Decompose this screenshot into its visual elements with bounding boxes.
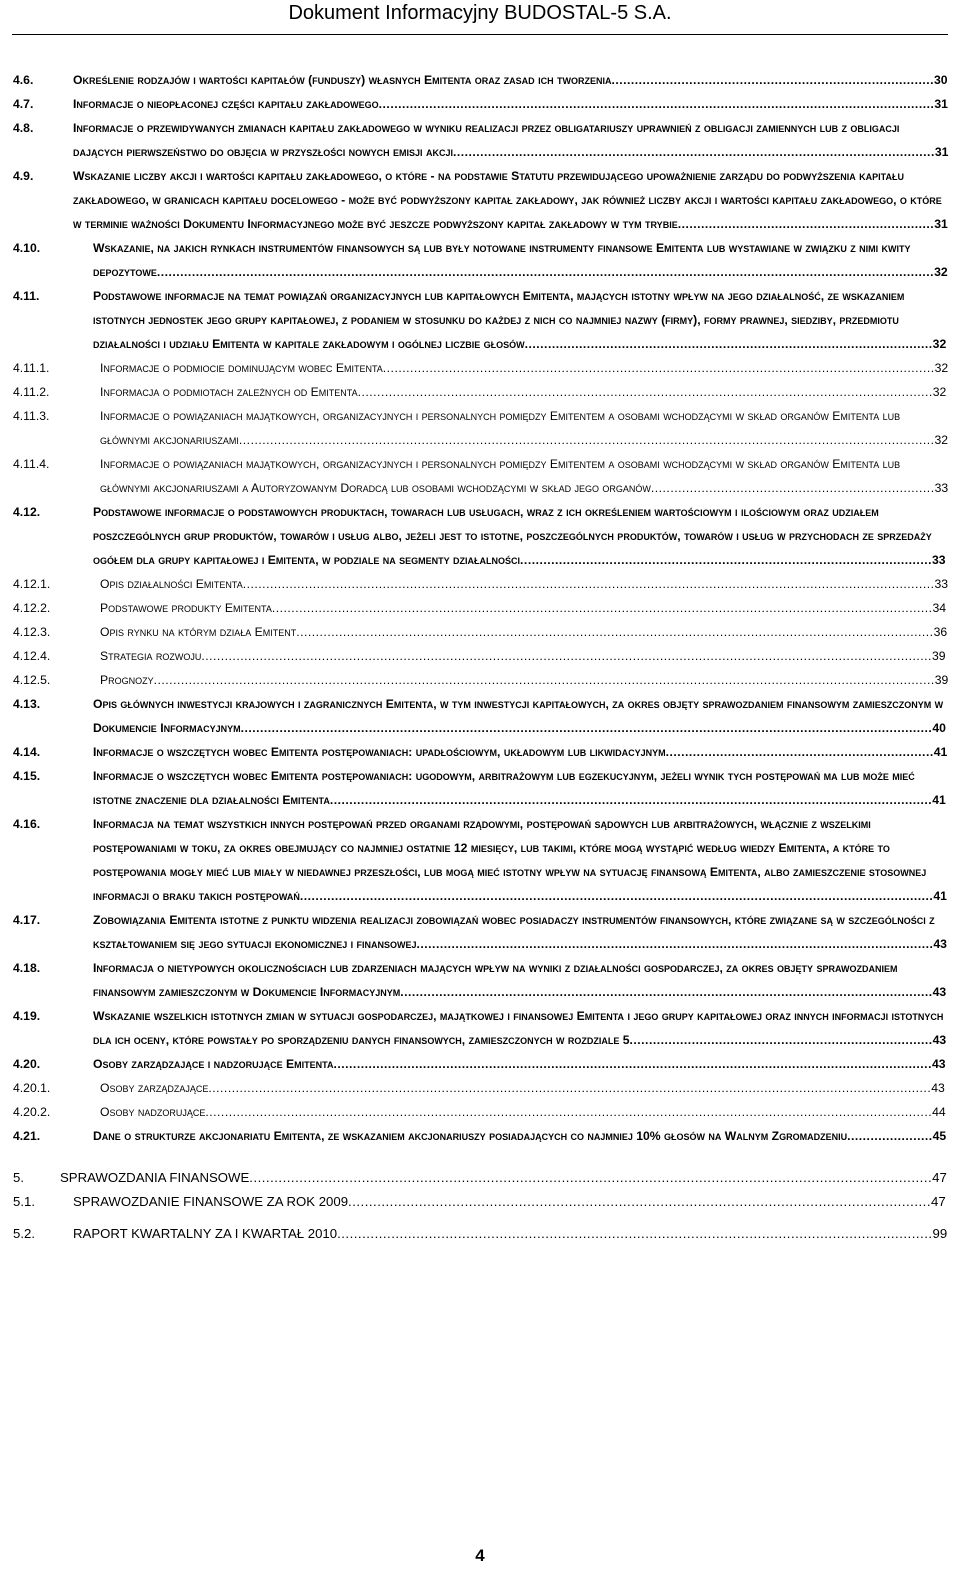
toc-entry[interactable] xyxy=(13,1222,949,1246)
toc-entry-title: SPRAWOZDANIE FINANSOWE ZA ROK 2009 xyxy=(73,1194,349,1209)
toc-dot-leader: .................................................................................................................................................................... xyxy=(249,1170,933,1185)
toc-entry[interactable] xyxy=(13,572,949,596)
toc-entry-page: 99 xyxy=(932,1226,948,1241)
toc-entry-title: Podstawowe produkty Emitenta xyxy=(100,601,272,615)
toc-entry-title: Informacje o podmiocie dominującym wobec Emitenta xyxy=(100,361,383,375)
toc-entry-title: Opis rynku na którym działa Emitent xyxy=(100,625,297,639)
toc-entry-number: 4.12.5. xyxy=(13,673,51,687)
toc-entry-number: 4.19. xyxy=(13,1009,41,1023)
toc-entry[interactable] xyxy=(13,236,949,284)
toc-entry[interactable] xyxy=(13,740,949,764)
toc-entry-title: RAPORT KWARTALNY ZA I KWARTAŁ 2010 xyxy=(73,1226,338,1241)
toc-dot-leader: ................................................................................................................................................................... xyxy=(299,889,934,903)
toc-entry-title: Wskazanie, na jakich rynkach instrumentów finansowych są lub były notowane instrumenty finansowe Emitenta lub wystawiane w związku z nimi kwity depozytowe xyxy=(93,241,911,279)
toc-entry[interactable] xyxy=(13,908,949,956)
toc-dot-leader: ......................................................................... xyxy=(650,481,935,495)
toc-entry-page: 44 xyxy=(932,1105,946,1119)
toc-entry-page: 39 xyxy=(931,649,946,663)
toc-entry[interactable] xyxy=(13,692,949,740)
toc-entry[interactable] xyxy=(13,1076,949,1100)
toc-entry-number: 4.20.2. xyxy=(13,1105,51,1119)
toc-entry-page: 45 xyxy=(932,1129,947,1143)
toc-entry[interactable] xyxy=(13,164,949,236)
toc-entry[interactable] xyxy=(13,68,949,92)
toc-entry-page: 40 xyxy=(932,721,946,735)
toc-entry-title: Osoby zarządzające i nadzorujące Emitenta xyxy=(93,1057,334,1071)
toc-entry-number: 4.11.2. xyxy=(13,385,50,399)
toc-dot-leader: ........................................................................................................................................................................................................ xyxy=(156,265,935,279)
toc-dot-leader: ............................................................................................................................ xyxy=(452,145,935,159)
table-of-contents xyxy=(13,68,949,1246)
toc-entry-number: 4.9. xyxy=(13,169,34,183)
toc-entry-page: 47 xyxy=(932,1170,947,1185)
toc-entry-title: Informacje o wszczętych wobec Emitenta postępowaniach: ugodowym, arbitrażowym lub egzekucyjnym, jeżeli wynik tych postępowań ma lub może mieć istotne znaczenie dla działalności Emitenta xyxy=(93,769,915,807)
toc-entry-title: Zobowiązania Emitenta istotne z punktu widzenia realizacji zobowiązań wobec posiadaczy instrumentów finansowych, które związane są w szczególności z kształtowaniem się jego sytuacji ekonomicznej i finansowej xyxy=(93,913,935,951)
toc-entry-page: 32 xyxy=(934,265,948,279)
toc-entry-page: 36 xyxy=(933,625,948,639)
toc-entry-number: 5. xyxy=(13,1170,24,1185)
toc-dot-leader: ......................................................................................................... xyxy=(524,337,933,351)
toc-entry-title: Prognozy xyxy=(100,673,154,687)
toc-dot-leader: .............................................................................................................................................. xyxy=(382,361,935,375)
toc-entry-title: Informacja na temat wszystkich innych postępowań przed organami rządowymi, postępowań sądowych lub arbitrażowych, włącznie z wszelkimi postępowaniami w toku, za okres obejmujący co najmniej ostatnie 12 miesięcy, lub takimi, które mogą wystąpić według wiedzy Emitenta, a które to postępowania mogły mieć lub miały w niedawnej przeszłości, lub mogą mieć istotny wpływ na sytuację finansową Emitenta, albo zamieszczenie stosownej informacji o braku takich postępowań xyxy=(93,817,927,903)
toc-entry[interactable] xyxy=(13,404,949,452)
toc-entry-number: 4.11. xyxy=(13,289,40,303)
toc-dot-leader: ........................................................................................................................................................................................... xyxy=(205,1105,933,1119)
toc-dot-leader: ................................................................................................................................................................................... xyxy=(238,433,935,447)
toc-entry-number: 4.12. xyxy=(13,505,41,519)
toc-entry-number: 4.6. xyxy=(13,73,34,87)
toc-entry-number: 5.1. xyxy=(13,1194,35,1209)
toc-entry-title: Informacje o przewidywanych zmianach kapitału zakładowego w wyniku realizacji przez obligatariuszy uprawnień z obligacji zamiennych lub z obligacji dających pierwszeństwo do objęcia w przyszłości nowych emisji akcji xyxy=(73,121,900,159)
toc-entry-title: Opis działalności Emitenta xyxy=(100,577,243,591)
toc-dot-leader: ............................................................................................................................................................................................ xyxy=(201,649,932,663)
toc-entry-title: Opis głównych inwestycji krajowych i zagranicznych Emitenta, w tym inwestycji kapitałowych, za okres objęty sprawozdaniem finansowym zamieszczonym w Dokumencie Informacyjnym xyxy=(93,697,944,735)
toc-entry-title: Informacje o wszczętych wobec Emitenta postępowaniach: upadłościowym, układowym lub likwidacyjnym xyxy=(93,745,666,759)
toc-entry-number: 4.20. xyxy=(13,1057,41,1071)
toc-dot-leader: ........................................................................................................................................................... xyxy=(329,793,933,807)
toc-entry-number: 4.8. xyxy=(13,121,34,135)
toc-dot-leader: ..................................................................... xyxy=(665,745,934,759)
toc-entry[interactable] xyxy=(13,1100,949,1124)
toc-entry-number: 4.17. xyxy=(13,913,41,927)
toc-entry-number: 4.16. xyxy=(13,817,41,831)
toc-entry-page: 41 xyxy=(932,793,946,807)
toc-entry[interactable] xyxy=(13,1052,949,1076)
toc-entry-number: 4.11.3. xyxy=(13,409,50,423)
toc-dot-leader: ................................................................................... xyxy=(611,73,934,87)
toc-entry-page: 43 xyxy=(932,1033,947,1047)
page-number: 4 xyxy=(475,1546,485,1565)
toc-entry-page: 43 xyxy=(931,1057,946,1071)
toc-entry[interactable] xyxy=(13,1004,949,1052)
toc-entry-number: 4.21. xyxy=(13,1129,41,1143)
toc-entry-title: Osoby zarządzające xyxy=(100,1081,209,1095)
toc-dot-leader: .................................................................................................................................................................... xyxy=(296,625,934,639)
toc-entry[interactable] xyxy=(13,596,949,620)
toc-dot-leader: ......................................................................................................................................................................................................... xyxy=(153,673,935,687)
toc-entry-page: 43 xyxy=(933,937,947,951)
toc-entry-title: Strategia rozwoju xyxy=(100,649,202,663)
toc-dot-leader: .......................................................................................................... xyxy=(520,553,932,567)
toc-dot-leader: .................................................................. xyxy=(677,217,935,231)
toc-dot-leader: ...................... xyxy=(847,1129,933,1143)
toc-entry-title: Informacje o powiązaniach majątkowych, organizacyjnych i personalnych pomiędzy Emitentem a osobami wchodzącymi w skład organów Emitenta lub głównymi akcjonariuszami a Autoryzowanym Doradcą lub osobami wchodzącymi w skład jego organów xyxy=(100,457,901,495)
toc-entry-title: Wskazanie wszelkich istotnych zmian w sytuacji gospodarczej, majątkowej i finansowej Emitenta i jego grupy kapitałowej oraz innych informacji istotnych dla ich oceny, które powstały po sporządzeniu danych finansowych, zamieszczonych w rozdziale 5 xyxy=(93,1009,944,1047)
toc-entry-page: 43 xyxy=(932,985,947,999)
toc-entry[interactable] xyxy=(13,380,949,404)
toc-dot-leader: .............................................................................. xyxy=(629,1033,933,1047)
toc-entry-number: 4.15. xyxy=(13,769,41,783)
toc-entry[interactable] xyxy=(13,116,949,164)
toc-entry-page: 41 xyxy=(933,745,948,759)
toc-entry[interactable] xyxy=(13,956,949,1004)
toc-entry-page: 39 xyxy=(934,673,949,687)
document-title: Dokument Informacyjny BUDOSTAL-5 S.A. xyxy=(288,2,672,24)
toc-dot-leader: ..................................................................................................................................... xyxy=(416,937,934,951)
toc-entry-number: 4.10. xyxy=(13,241,41,255)
toc-entry-page: 33 xyxy=(931,553,946,567)
toc-entry[interactable] xyxy=(13,620,949,644)
toc-entry-page: 47 xyxy=(931,1194,946,1209)
toc-dot-leader: ............................................................................................................................................... xyxy=(337,1226,933,1241)
toc-dot-leader: .......................................................................................................................................................... xyxy=(333,1057,932,1071)
toc-entry-number: 4.11.4. xyxy=(13,457,50,471)
toc-dot-leader: .................................................................................................................................................... xyxy=(357,385,933,399)
toc-entry[interactable] xyxy=(13,1166,949,1190)
toc-entry[interactable] xyxy=(13,764,949,812)
toc-entry-number: 4.14. xyxy=(13,745,41,759)
toc-entry[interactable] xyxy=(13,356,949,380)
toc-entry-title: Informacja o nietypowych okolicznościach lub zdarzeniach mających wpływ na wyniki z działalności gospodarczej, za okres objęty sprawozdaniem finansowym zamieszczonym w Dokumencie Informacyjnym xyxy=(93,961,898,999)
toc-dot-leader: ............................................................................................................................................... xyxy=(378,97,935,111)
toc-entry-title: Określenie rodzajów i wartości kapitałów (funduszy) własnych Emitenta oraz zasad ich tworzenia xyxy=(73,73,612,87)
toc-entry[interactable] xyxy=(13,284,949,356)
toc-entry-title: SPRAWOZDANIA FINANSOWE xyxy=(60,1170,250,1185)
toc-entry-title: Dane o strukturze akcjonariatu Emitenta, ze wskazaniem akcjonariuszy posiadających co najmniej 10% głosów na Walnym Zgromadzeniu xyxy=(93,1129,848,1143)
toc-entry-title: Podstawowe informacje na temat powiązań organizacyjnych lub kapitałowych Emitenta, mających istotny wpływ na jego działalność, ze wskazaniem istotnych jednostek jego grupy kapitałowej, z podaniem w stosunku do każdej z nich co najmniej nazwy (firmy), formy prawnej, siedziby, przedmiotu działalności i udziału Emitenta w kapitale zakładowym i ogólnej liczbie głosów xyxy=(93,289,905,351)
toc-entry[interactable] xyxy=(13,92,949,116)
toc-entry[interactable] xyxy=(13,812,949,908)
toc-entry-page: 33 xyxy=(934,481,949,495)
toc-entry-number: 5.2. xyxy=(13,1226,35,1241)
toc-entry-page: 32 xyxy=(934,361,949,375)
toc-entry-page: 32 xyxy=(934,433,949,447)
toc-entry-title: Informacje o nieopłaconej części kapitału zakładowego xyxy=(73,97,379,111)
toc-entry-page: 34 xyxy=(932,601,947,615)
toc-entry[interactable] xyxy=(13,1190,949,1214)
toc-entry-title: Informacje o powiązaniach majątkowych, organizacyjnych i personalnych pomiędzy Emitentem a osobami wchodzącymi w skład organów Emitenta lub głównymi akcjonariuszami xyxy=(100,409,901,447)
toc-entry-number: 4.12.3. xyxy=(13,625,51,639)
toc-entry[interactable] xyxy=(13,668,949,692)
toc-entry-number: 4.13. xyxy=(13,697,41,711)
toc-entry-title: Podstawowe informacje o podstawowych produktach, towarach lub usługach, wraz z ich określeniem wartościowym i ilościowym oraz udziałem poszczególnych grup produktów, towarów i usług albo, jeżeli jest to istotne, poszczególnych produktów, towarów i usług w przychodach ze sprzedaży ogółem dla grupy kapitałowej i Emitenta, w podziale na segmenty działalności xyxy=(93,505,932,567)
toc-entry-number: 4.12.2. xyxy=(13,601,51,615)
toc-dot-leader: .......................................................................................................................................................................................... xyxy=(208,1081,932,1095)
toc-dot-leader: .......................................................................................................................................................................... xyxy=(271,601,933,615)
toc-entry-page: 30 xyxy=(934,73,948,87)
toc-entry-number: 4.18. xyxy=(13,961,41,975)
toc-dot-leader: ............................................................................................................................................ xyxy=(348,1194,931,1209)
toc-entry-page: 31 xyxy=(934,97,948,111)
document-header xyxy=(0,0,960,26)
toc-entry-page: 32 xyxy=(932,385,947,399)
toc-entry-number: 4.12.4. xyxy=(13,649,51,663)
toc-entry-page: 41 xyxy=(933,889,947,903)
toc-entry-page: 31 xyxy=(934,145,949,159)
toc-entry[interactable] xyxy=(13,644,949,668)
toc-dot-leader: ......................................................................................................................................... xyxy=(400,985,933,999)
toc-dot-leader: .................................................................................................................................................................................. xyxy=(242,577,935,591)
toc-entry[interactable] xyxy=(13,452,949,500)
toc-entry-title: Wskazanie liczby akcji i wartości kapitału zakładowego, o które - na podstawie Statutu przewidującego upoważnienie zarządu do podwyższenia kapitału zakładowego, w granicach kapitału docelowego - może być podwyższony kapitał zakładowy, jak również liczby akcji i wartości kapitału zakładowego, o które w terminie ważności Dokumentu Informacyjnego może być jeszcze podwyższony kapitał zakładowy w tym trybie xyxy=(73,169,942,231)
toc-entry-number: 4.7. xyxy=(13,97,34,111)
header-divider xyxy=(12,34,948,35)
toc-entry-title: Informacja o podmiotach zależnych od Emitenta xyxy=(100,385,358,399)
toc-dot-leader: .................................................................................................................................................................................. xyxy=(240,721,933,735)
toc-entry-number: 4.11.1. xyxy=(13,361,50,375)
toc-entry-page: 33 xyxy=(934,577,949,591)
toc-entry[interactable] xyxy=(13,500,949,572)
toc-entry-number: 4.12.1. xyxy=(13,577,51,591)
toc-entry-number: 4.20.1. xyxy=(13,1081,51,1095)
toc-entry-page: 32 xyxy=(932,337,947,351)
toc-entry-title: Osoby nadzorujące xyxy=(100,1105,206,1119)
toc-entry[interactable] xyxy=(13,1124,949,1148)
toc-entry-page: 43 xyxy=(931,1081,945,1095)
toc-entry-page: 31 xyxy=(934,217,948,231)
